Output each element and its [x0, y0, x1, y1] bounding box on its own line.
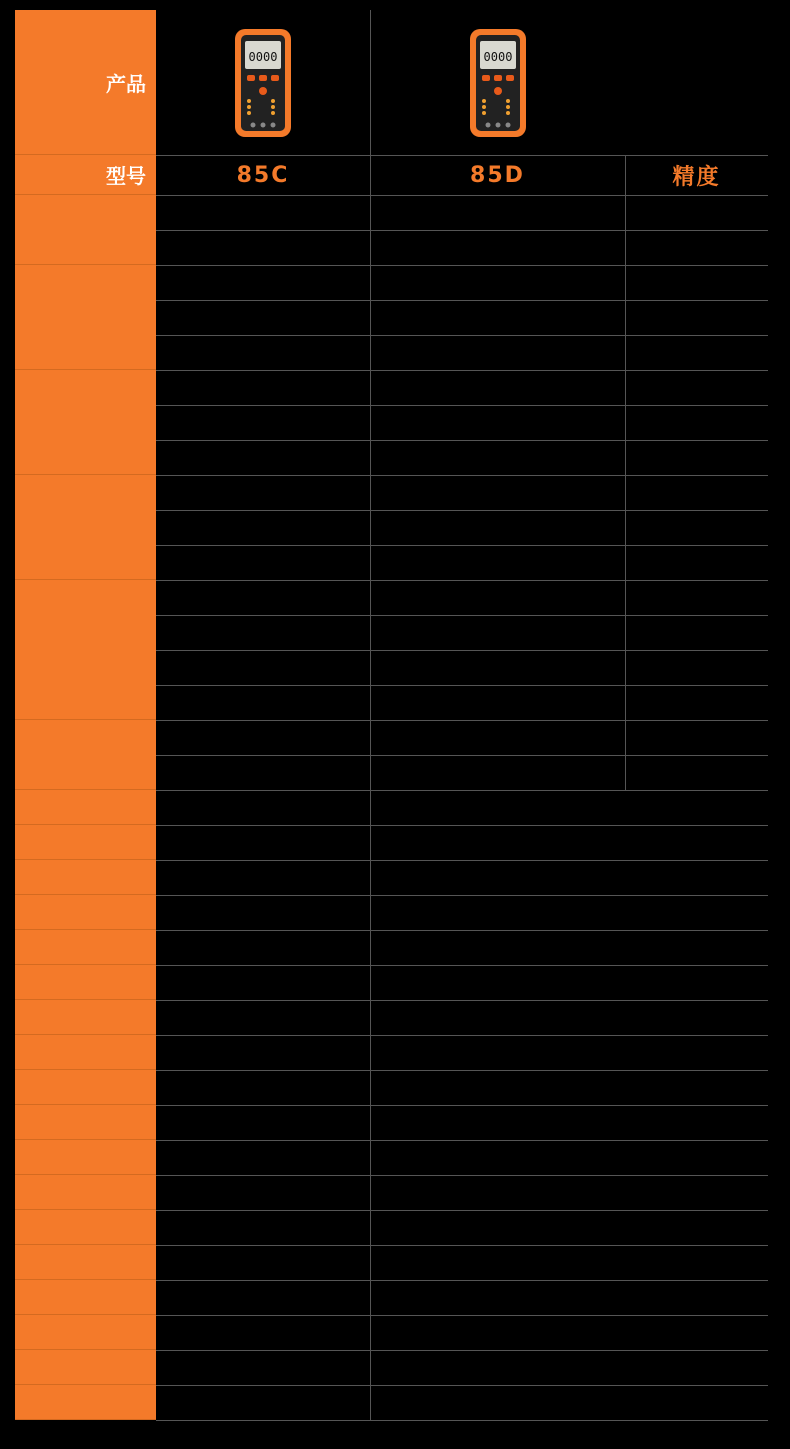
check-icon — [370, 1140, 625, 1175]
value-85d — [370, 370, 625, 405]
feature-85d — [370, 1385, 625, 1420]
column-divider — [625, 475, 626, 580]
feature-85d — [370, 825, 625, 860]
accuracy-value — [625, 370, 768, 405]
accuracy-header: 精度 — [672, 164, 721, 190]
product-label: 产品 — [15, 10, 156, 155]
model-85c: 85C — [236, 162, 290, 188]
value-85c — [156, 300, 370, 335]
feature-85d — [370, 1000, 625, 1035]
check-icon — [156, 965, 370, 1000]
feature-85d — [370, 1315, 625, 1350]
check-icon — [370, 1175, 625, 1210]
accuracy-value — [625, 440, 768, 475]
feature-85d — [370, 1280, 625, 1315]
feature-label — [15, 1140, 156, 1175]
accuracy-value — [625, 755, 768, 790]
feature-label — [15, 1000, 156, 1035]
feature-85c — [156, 860, 370, 895]
value-85c — [156, 545, 370, 580]
spec-label — [15, 370, 156, 475]
value-85d — [370, 230, 625, 265]
accuracy-value — [625, 510, 768, 545]
feature-85c — [156, 790, 370, 825]
feature-label — [15, 1315, 156, 1350]
check-icon — [370, 1210, 625, 1245]
feature-85c — [156, 1385, 370, 1420]
column-divider — [370, 720, 371, 790]
value-85d — [370, 335, 625, 370]
column-divider — [370, 790, 371, 1420]
value-85d — [370, 685, 625, 720]
check-icon — [370, 930, 625, 965]
column-divider — [625, 195, 626, 265]
column-divider — [370, 265, 371, 370]
feature-label — [15, 895, 156, 930]
row-divider — [156, 155, 768, 156]
feature-label — [15, 825, 156, 860]
spec-label — [15, 265, 156, 370]
feature-label — [15, 1105, 156, 1140]
feature-85d — [370, 790, 625, 825]
accuracy-value — [625, 580, 768, 615]
column-divider — [625, 155, 626, 195]
accuracy-value — [625, 405, 768, 440]
value-85c — [156, 335, 370, 370]
feature-label — [15, 1280, 156, 1315]
accuracy-value — [625, 230, 768, 265]
check-icon — [156, 1210, 370, 1245]
spec-label — [15, 195, 156, 265]
capacitance-label — [15, 720, 156, 790]
value-85d — [370, 265, 625, 300]
capacitance-85d-range-2 — [370, 755, 625, 790]
value-85c — [156, 580, 370, 615]
value-85c — [156, 685, 370, 720]
value-85d — [370, 510, 625, 545]
value-85d — [370, 475, 625, 510]
feature-label — [15, 930, 156, 965]
accuracy-value — [625, 545, 768, 580]
check-icon — [370, 965, 625, 1000]
check-icon — [370, 1245, 625, 1280]
feature-85c — [156, 1000, 370, 1035]
value-85c — [156, 370, 370, 405]
column-divider — [370, 370, 371, 475]
feature-label — [15, 1210, 156, 1245]
feature-label — [15, 1245, 156, 1280]
value-85c — [156, 405, 370, 440]
multimeter-85c-image — [233, 27, 293, 139]
value-85c — [156, 510, 370, 545]
check-icon — [156, 1245, 370, 1280]
value-85d — [370, 440, 625, 475]
accuracy-value — [625, 720, 768, 755]
value-85c — [156, 650, 370, 685]
accuracy-value — [625, 685, 768, 720]
svg-text:0000: 0000 — [483, 49, 512, 64]
feature-85c — [156, 825, 370, 860]
feature-85c — [156, 1350, 370, 1385]
multimeter-85d-image — [468, 27, 528, 139]
column-divider — [370, 10, 371, 195]
feature-label — [15, 1350, 156, 1385]
check-icon — [370, 1035, 625, 1070]
column-divider — [625, 720, 626, 790]
value-85c — [156, 230, 370, 265]
column-divider — [370, 475, 371, 580]
value-85d — [370, 405, 625, 440]
value-85c — [156, 440, 370, 475]
spec-label — [15, 475, 156, 580]
product-85c-cell — [156, 10, 370, 155]
row-divider — [156, 1420, 768, 1421]
value-85d — [370, 650, 625, 685]
feature-label — [15, 1385, 156, 1420]
check-icon — [156, 930, 370, 965]
spec-label — [15, 580, 156, 720]
feature-label — [15, 965, 156, 1000]
product-85d-cell — [370, 10, 625, 155]
column-divider — [370, 195, 371, 265]
accuracy-value — [625, 265, 768, 300]
value-85c — [156, 265, 370, 300]
accuracy-value — [625, 650, 768, 685]
check-icon — [156, 1070, 370, 1105]
value-85d — [370, 615, 625, 650]
value-85c — [156, 615, 370, 650]
value-85d — [370, 300, 625, 335]
accuracy-value — [625, 335, 768, 370]
accuracy-value — [625, 475, 768, 510]
value-85c — [156, 195, 370, 230]
column-divider — [625, 265, 626, 370]
check-icon — [370, 1105, 625, 1140]
column-divider — [370, 580, 371, 720]
accuracy-value — [625, 300, 768, 335]
feature-label — [15, 1035, 156, 1070]
check-icon — [370, 895, 625, 930]
feature-label — [15, 1070, 156, 1105]
check-icon — [156, 1140, 370, 1175]
column-divider — [625, 580, 626, 720]
model-label: 型号 — [15, 155, 156, 195]
check-icon — [156, 1035, 370, 1070]
svg-text:0000: 0000 — [248, 49, 278, 64]
check-icon — [156, 895, 370, 930]
check-icon — [370, 860, 625, 895]
accuracy-value — [625, 195, 768, 230]
check-icon — [156, 1105, 370, 1140]
feature-label — [15, 790, 156, 825]
capacitance-85d-range-1 — [370, 720, 625, 755]
feature-label — [15, 1175, 156, 1210]
feature-85c — [156, 1315, 370, 1350]
column-divider — [625, 370, 626, 475]
value-85d — [370, 545, 625, 580]
check-icon — [370, 1070, 625, 1105]
accuracy-value — [625, 615, 768, 650]
model-85d: 85D — [470, 162, 525, 188]
feature-85c — [156, 1280, 370, 1315]
feature-label — [15, 860, 156, 895]
value-85d — [370, 195, 625, 230]
check-icon — [156, 1175, 370, 1210]
value-85c — [156, 475, 370, 510]
value-85d — [370, 580, 625, 615]
feature-85d — [370, 1350, 625, 1385]
